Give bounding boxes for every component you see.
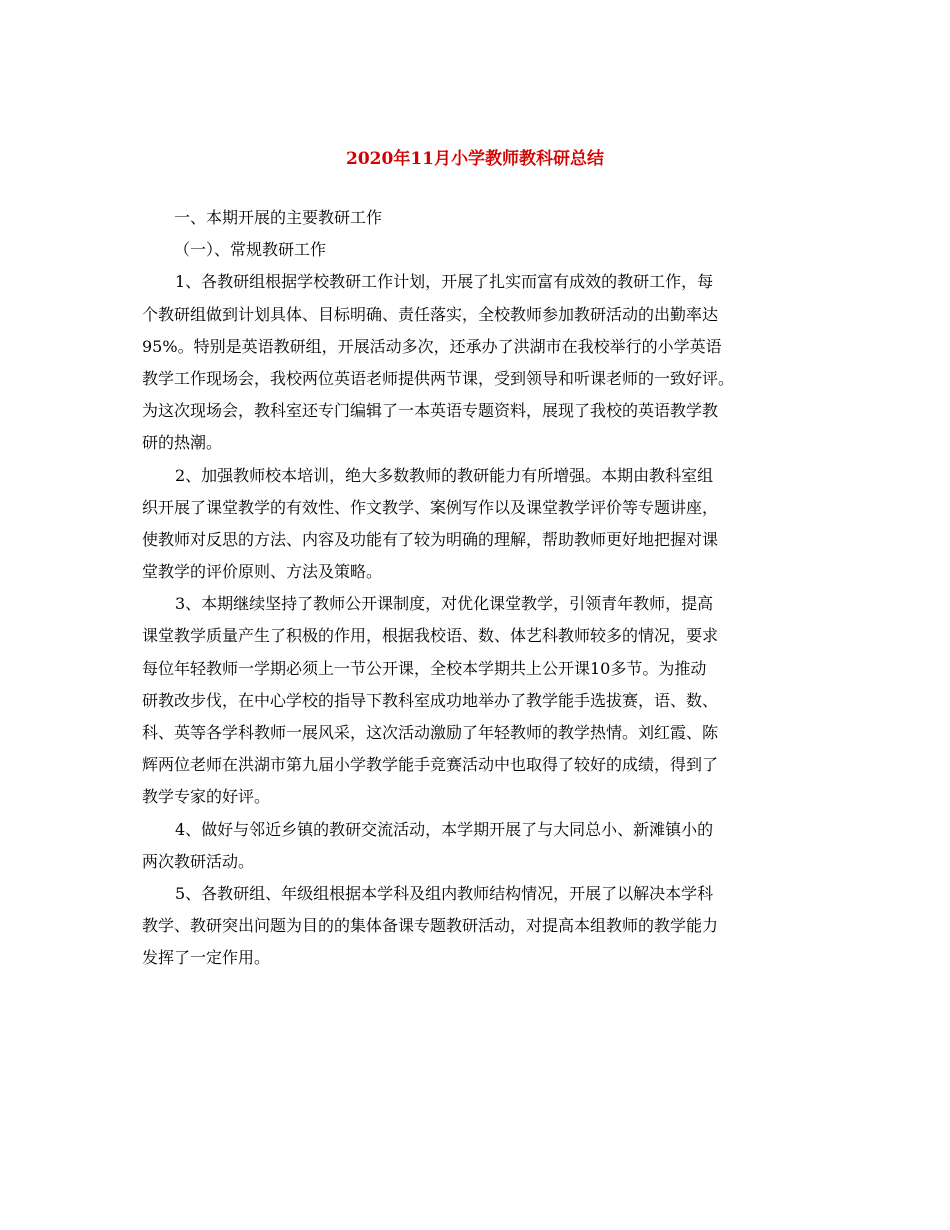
paragraph-line: 个教研组做到计划具体、目标明确、责任落实，全校教师参加教研活动的出勤率达 [142, 304, 719, 324]
paragraph-line: 堂教学的评价原则、方法及策略。 [142, 562, 383, 582]
paragraph-line: 教学、教研突出问题为目的的集体备课专题教研活动，对提高本组教师的教学能力 [142, 916, 719, 936]
paragraph-line: 两次教研活动。 [142, 851, 255, 871]
paragraph-line: 发挥了一定作用。 [142, 948, 271, 968]
paragraph-line: 教学专家的好评。 [142, 787, 271, 807]
paragraph-line: 4、做好与邻近乡镇的教研交流活动，本学期开展了与大同总小、新滩镇小的 [175, 819, 714, 839]
paragraph-line: 95%。特别是英语教研组，开展活动多次，还承办了洪湖市在我校举行的小学英语 [142, 336, 722, 356]
paragraph-line: 2、加强教师校本培训，绝大多数教师的教研能力有所增强。本期由教科室组 [175, 465, 714, 485]
paragraph-line: 研的热潮。 [142, 433, 223, 453]
paragraph-1 [142, 266, 812, 459]
paragraph-line: 每位年轻教师一学期必须上一节公开课，全校本学期共上公开课10多节。为推动 [142, 658, 707, 678]
paragraph-line: 5、各教研组、年级组根据本学科及组内教师结构情况，开展了以解决本学科 [175, 883, 714, 903]
subsection-heading: （一）、常规教研工作 [174, 240, 327, 260]
paragraph-line: 科、英等各学科教师一展风采，这次活动激励了年轻教师的教学热情。刘红霞、陈 [142, 723, 719, 742]
paragraph-3 [142, 588, 812, 813]
paragraph-4 [142, 814, 812, 878]
paragraph-line: 3、本期继续坚持了教师公开课制度，对优化课堂教学，引领青年教师，提高 [175, 594, 714, 614]
paragraph-line: 课堂教学质量产生了积极的作用，根据我校语、数、体艺科教师较多的情况，要求 [142, 626, 719, 646]
document-title: 2020年11月小学教师教科研总结 [346, 149, 604, 169]
paragraph-line: 辉两位老师在洪湖市第九届小学教学能手竞赛活动中也取得了较好的成绩，得到了 [142, 755, 719, 775]
paragraph-line: 研教改步伐，在中心学校的指导下教科室成功地举办了教学能手选拔赛，语、数、 [142, 690, 719, 710]
paragraph-line: 为这次现场会，教科室还专门编辑了一本英语专题资料，展现了我校的英语教学教 [142, 401, 719, 421]
paragraph-5 [142, 878, 812, 975]
section-heading: 一、本期开展的主要教研工作 [174, 208, 383, 227]
paragraph-line: 1、各教研组根据学校教研工作计划，开展了扎实而富有成效的教研工作，每 [175, 272, 714, 292]
paragraph-2 [142, 460, 812, 589]
paragraph-line: 教学工作现场会，我校两位英语老师提供两节课，受到领导和听课老师的一致好评。 [142, 368, 735, 388]
document-body [142, 202, 812, 975]
paragraph-line: 织开展了课堂教学的有效性、作文教学、案例写作以及课堂教学评价等专题讲座， [142, 497, 719, 517]
paragraph-line: 使教师对反思的方法、内容及功能有了较为明确的理解，帮助教师更好地把握对课 [142, 529, 719, 549]
